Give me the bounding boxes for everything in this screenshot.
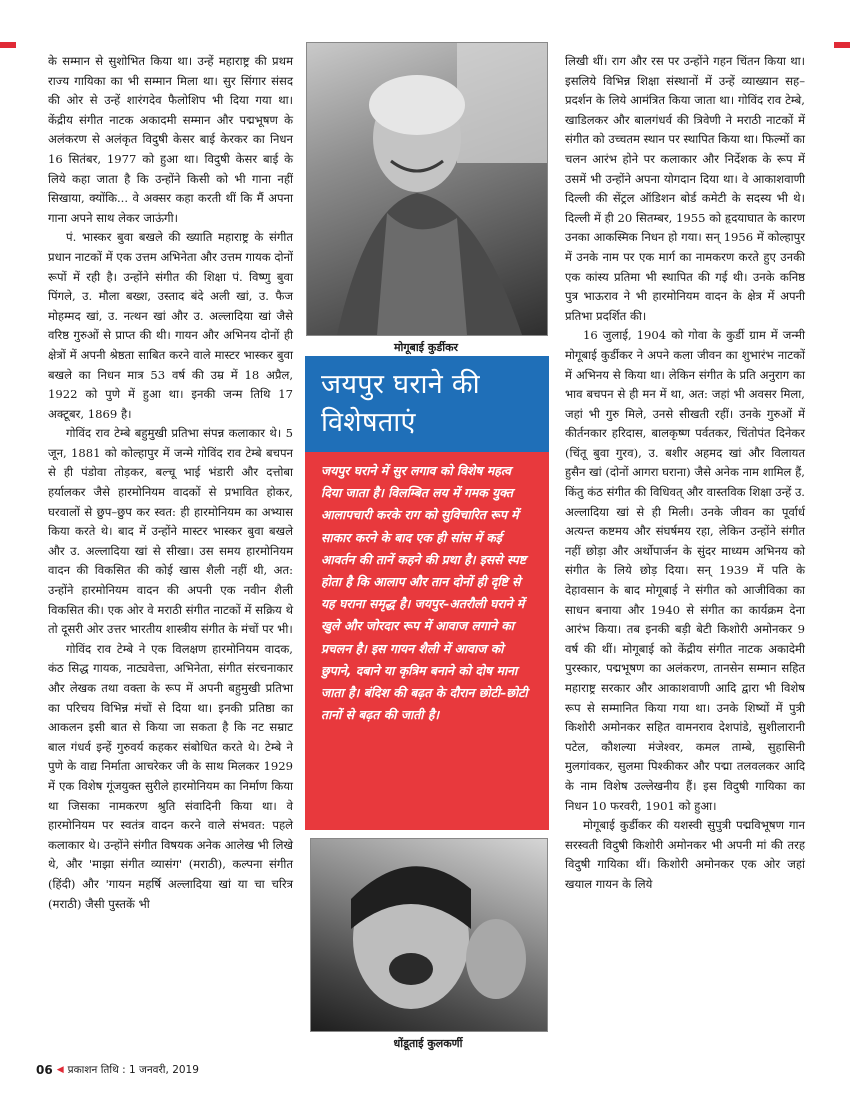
sidebar-header: [305, 356, 549, 452]
left-paragraph-2: पं. भास्कर बुवा बखले की ख्याति महाराष्ट्र के संगीत प्रधान नाटकों में एक उत्तम अभिनेता और उत्तम गायक दोनों रूपों में रही है। उन्होंने संगीत की शिक्षा पं. विष्णु बुवा पिंगले, उ. मौला बख्श, उस्ताद बंदे अली खां, उ. फैज मोहम्मद खां, उ. नत्थन खां और उ. अल्लादिया खां जैसे वरिष्ठ गुरुओं से प्राप्त की थी। गायन और अभिनय दोनों ही क्षेत्रों में अपनी श्रेष्ठता साबित करने वाले मास्टर भास्कर बुवा बखले का निधन मात्र 53 वर्ष की उम्र में 18 अप्रैल, 1922 को पुणे में हुआ था। इनकी जन्म तिथि 17 अक्टूबर, 1869 है।: [48, 230, 293, 421]
sidebar-title-line-2: विशेषताएं: [321, 407, 416, 438]
sidebar-body-text: जयपुर घराने में सुर लगाव को विशेष महत्व दिया जाता है। विलम्बित लय में गमक युक्त आलापचारी करके राग को सुविचारित रूप में साकार करने के बाद एक ही सांस में कई आवर्तन की तानें कहने की प्रथा है। इससे स्पष्ट होता है कि आलाप और तान दोनों ही दृष्टि से यह घराना समृद्ध है। जयपुर–अतरौली घराने में खुले और जोरदार रूप में आवाज लगाने का प्रचलन है। इस गायन शैली में आवाज को छुपाने, दबाने या कृत्रिम बनाने को दोष माना जाता है। बंदिश की बढ़त के दौरान छोटी–छोटी तानों से बढ़त की जाती है।: [321, 463, 528, 723]
corner-mark-left: [0, 42, 16, 48]
left-text-column: [48, 52, 293, 914]
jaipur-gharana-sidebar: [305, 356, 549, 830]
photo-caption-top: मोगूबाई कुर्डीकर: [393, 341, 459, 354]
page-number: 06: [36, 1063, 53, 1077]
sidebar-title-line-1: जयपुर घराने की: [321, 369, 480, 400]
right-text-column: [565, 52, 805, 895]
left-paragraph-1: के सम्मान से सुशोभित किया था। उन्हें महाराष्ट्र की प्रथम राज्य गायिका का भी सम्मान मिला था। सुर सिंगार संसद की ओर से उन्हें शारंगदेव फैलोशिप भी दिया गया था। केंद्रीय संगीत नाटक अकादमी सम्मान और पद्मभूषण के अलंकरण से अलंकृत विदुषी केसर बाई केरकर का निधन 16 सितंबर, 1977 को हुआ था। विदुषी केसर बाई के लिये कहा जाता है कि उन्होंने किसी को भी गाना नहीं सिखाया, क्योंकि... वे अक्सर कहा करती थीं कि मैं अपना गाना अपने साथ लेकर जाऊंगी।: [48, 54, 293, 225]
right-paragraph-1: लिखी थीं। राग और रस पर उन्होंने गहन चिंतन किया था। इसलिये विभिन्न शिक्षा संस्थानों में उन्हें व्याख्यान सह–प्रदर्शन के लिये आमंत्रित किया जाता था। गोविंद राव टेम्बे, खाडिलकर और बालगंधर्व की त्रिवेणी ने मराठी नाटकों में संगीत को उच्चतम स्थान पर स्थापित किया था। फिल्मों का चलन आरंभ होने पर कलाकार और निर्देशक के रूप में उसमें भी उन्होंने अपना योगदान दिया था। वे आकाशवाणी दिल्ली की सेंट्रल ऑडिशन बोर्ड कमेटी के सदस्य भी थे। दिल्ली में ही 20 सितम्बर, 1955 को हृदयाघात के कारण उनका आकस्मिक निधन हो गया। सन् 1956 में कोल्हापुर में उनके नाम पर एक मार्ग का नामकरण करते हुए उनकी एक कांस्य प्रतिमा भी स्थापित की गई थी। उनके कनिष्ठ पुत्र भाऊराव ने भी हारमोनियम वादन के क्षेत्र में अपनी प्रतिभा प्रदर्शित की।: [565, 54, 805, 323]
singer-illustration: [311, 839, 547, 1031]
left-paragraph-3: गोविंद राव टेम्बे बहुमुखी प्रतिभा संपन्न कलाकार थे। 5 जून, 1881 को कोल्हापुर में जन्मे गोविंद राव टेम्बे बचपन से ही पंडोवा तोड़कर, बल्चू भाई भंडारी और दत्तोबा हर्यालकर जैसे हारमोनियम वादकों से प्रभावित होकर, घरवालों से छुप–छुप कर स्वत: ही हारमोनियम का अभ्यास किया करते थे। बाद में उन्होंने मास्टर भास्कर बुवा बखले और उ. अल्लादिया खां से सीखा। उस समय हारमोनियम वादन की विकसित की कोई खास शैली नहीं थी, अत: उन्होंने हारमोनियम वादन की अपनी एक नवीन शैली विकसित की। एक ओर वे मराठी संगीत नाटकों में सक्रिय थे तो दूसरी ओर उत्तर भारतीय शास्त्रीय संगीत के मंचों पर भी।: [48, 426, 293, 637]
arrow-icon: ◀: [56, 1065, 64, 1075]
portrait-photo-mogubai: [306, 42, 548, 336]
left-paragraph-4: गोविंद राव टेम्बे ने एक विलक्षण हारमोनियम वादक, कंठ सिद्ध गायक, नाट्यवेत्ता, अभिनेता, संगीत संरचनाकार और लेखक तथा वक्ता के रूप में अपनी बहुमुखी प्रतिभा का परिचय विभिन्न मंचों से दिया था। इनकी प्रतिष्ठा का आकलन इसी बात से किया जा सकता है कि नट सम्राट बाल गंधर्व इन्हें गुरुवर्य कहकर संबोधित करते थे। टेम्बे ने पुणे के वाद्य निर्माता आचरेकर जी के साथ मिलकर 1929 में एक विशेष गूंजयुक्त सुरीले हारमोनियम का निर्माण किया था जिसका नामकरण श्रुति संवादिनी किया था। वे हारमोनियम पर स्वतंत्र वादन करने वाले संभवत: पहले कलाकार थे। उन्होंने संगीत विषयक अनेक आलेख भी लिखे थे, और 'माझा संगीत व्यासंग' (मराठी), कल्पना संगीत (हिंदी) और 'गायन महर्षि अल्लादिया खां या चा चरित्र (मराठी) जैसी पुस्तकें भी: [48, 641, 293, 911]
photo-caption-bottom: धोंडूताई कुलकर्णी: [393, 1037, 463, 1050]
portrait-illustration: [307, 43, 547, 335]
right-paragraph-3: मोगूबाई कुर्डीकर की यशस्वी सुपुत्री पद्मविभूषण गान सरस्वती विदुषी किशोरी अमोनकर भी अपनी मां की तरह विदुषी गायिका थीं। किशोरी अमोनकर एक ओर जहां खयाल गायन के लिये: [565, 818, 805, 891]
portrait-photo-dhondutai: [310, 838, 548, 1032]
page-footer: [36, 1063, 199, 1077]
right-paragraph-2: 16 जुलाई, 1904 को गोवा के कुर्डी ग्राम में जन्मी मोगूबाई कुर्डीकर ने अपने कला जीवन का शुभारंभ नाटकों में अभिनय से किया था। लेकिन संगीत के प्रति अनुराग का भाव बचपन से ही मन में था, अत: जहां भी अवसर मिला, जहां भी गुरु मिले, उनसे सीखती रहीं। उनके गुरुओं में कीर्तनकार हरिदास, बालकृष्ण पर्वतकर, चिंतोपंत दिनेकर (चिंतू बुवा गुरव), उ. बशीर अहमद खां और विलायत हुसैन खां (दोनों आगरा घराना) जैसे अनेक नाम शामिल हैं, किंतु कंठ संगीत की विधिवत् और वास्तविक शिक्षा उन्हें उ. अल्लादिया खां से ही मिली। उनके जीवन का पूर्वार्ध अत्यन्त कष्टमय और संघर्षमय रहा, लेकिन उन्होंने संगीत नहीं छोड़ा और अर्थोपार्जन के सुंदर माध्यम अभिनय को संगीत के लिये छोड़ दिया। सन् 1939 में पति के देहावसान के बाद मोगूबाई ने संगीत को आजीविका का साधन बनाया और 1940 से संगीत का कार्यक्रम देना आरंभ किया। तब इनकी बड़ी बेटी किशोरी अमोनकर 9 वर्ष की थीं। मोगूबाई को केंद्रीय संगीत नाटक अकादेमी पुरस्कार, पद्मभूषण का अलंकरण, तानसेन सम्मान सहित महाराष्ट्र सरकार और आकाशवाणी आदि द्वारा भी विशेष रूप से सम्मानित किया गया था। उनके शिष्यों में पुत्री किशोरी अमोनकर सहित वामनराव देशपांडे, सुशीलारानी पटेल, कौशल्या मंजेश्वर, कमल ताम्बे, सुहासिनी मुलगांवकर, सुलमा पिश्कीकर और पद्मा तलवलकर आदि के नाम विशेष उल्लेखनीय हैं। इस विदुषी गायिका का निधन 10 फरवरी, 1901 को हुआ।: [565, 328, 805, 813]
publication-date: प्रकाशन तिथि : 1 जनवरी, 2019: [67, 1064, 199, 1076]
corner-mark-right: [834, 42, 850, 48]
